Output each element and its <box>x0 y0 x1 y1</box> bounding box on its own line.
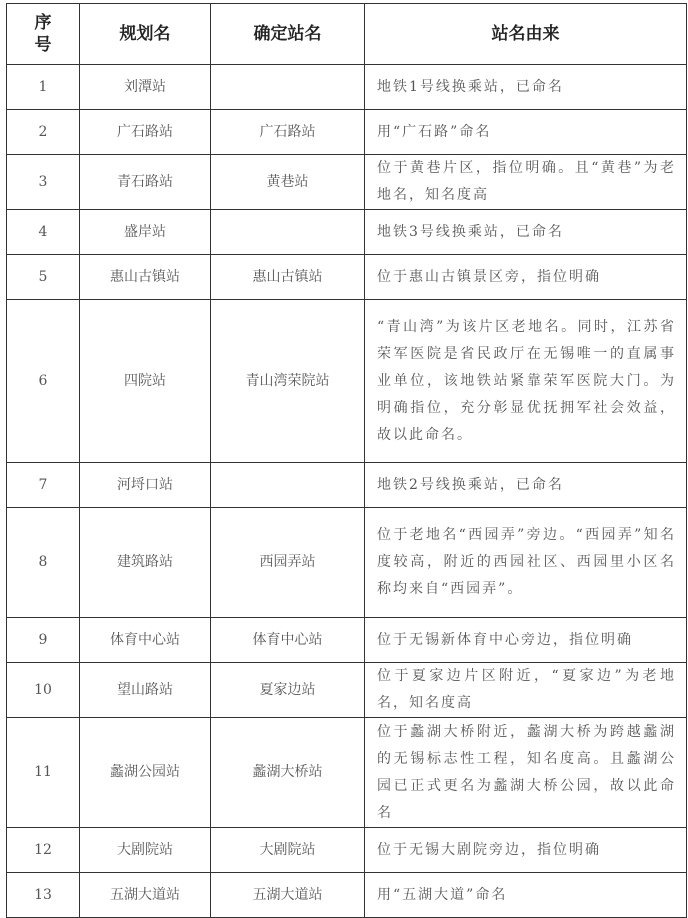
row-planned-name: 盛岸站 <box>80 210 211 255</box>
table-row <box>7 718 687 828</box>
row-confirmed-name <box>211 210 365 255</box>
row-planned-name: 望山路站 <box>80 663 211 718</box>
table-row <box>7 828 687 873</box>
row-confirmed-name: 青山湾荣院站 <box>211 300 365 463</box>
row-origin: 位于惠山古镇景区旁，指位明确 <box>365 255 687 300</box>
table-row <box>7 110 687 155</box>
row-confirmed-name <box>211 463 365 508</box>
header-confirmed-name: 确定站名 <box>211 4 365 65</box>
row-planned-name: 广石路站 <box>80 110 211 155</box>
row-confirmed-name: 五湖大道站 <box>211 873 365 918</box>
row-planned-name: 蠡湖公园站 <box>80 718 211 828</box>
row-index: 7 <box>7 463 80 508</box>
row-index: 8 <box>7 508 80 618</box>
table-header-row <box>7 4 687 65</box>
row-planned-name: 刘潭站 <box>80 65 211 110</box>
row-index: 9 <box>7 618 80 663</box>
row-planned-name: 建筑路站 <box>80 508 211 618</box>
row-index: 10 <box>7 663 80 718</box>
row-origin: 位于黄巷片区，指位明确。且“黄巷”为老地名，知名度高 <box>365 155 687 210</box>
row-planned-name: 青石路站 <box>80 155 211 210</box>
row-origin: 位于蠡湖大桥附近，蠡湖大桥为跨越蠡湖的无锡标志性工程，知名度高。且蠡湖公园已正式更名为蠡湖大桥公园，故以此命名 <box>365 718 687 828</box>
table-row <box>7 463 687 508</box>
header-index <box>7 4 80 65</box>
row-planned-name: 惠山古镇站 <box>80 255 211 300</box>
row-confirmed-name: 西园弄站 <box>211 508 365 618</box>
table-row <box>7 508 687 618</box>
row-confirmed-name: 蠡湖大桥站 <box>211 718 365 828</box>
row-index: 6 <box>7 300 80 463</box>
row-confirmed-name: 大剧院站 <box>211 828 365 873</box>
row-origin: 位于无锡大剧院旁边，指位明确 <box>365 828 687 873</box>
row-confirmed-name: 体育中心站 <box>211 618 365 663</box>
row-origin: 用“广石路”命名 <box>365 110 687 155</box>
row-index: 2 <box>7 110 80 155</box>
row-confirmed-name <box>211 65 365 110</box>
row-confirmed-name: 惠山古镇站 <box>211 255 365 300</box>
table-row <box>7 65 687 110</box>
header-origin: 站名由来 <box>365 4 687 65</box>
row-origin: 位于老地名“西园弄”旁边。“西园弄”知名度较高，附近的西园社区、西园里小区名称均来自“西园弄”。 <box>365 508 687 618</box>
row-index: 3 <box>7 155 80 210</box>
table-row <box>7 155 687 210</box>
table-row <box>7 300 687 463</box>
row-origin: 用“五湖大道”命名 <box>365 873 687 918</box>
table-row <box>7 663 687 718</box>
row-planned-name: 河埒口站 <box>80 463 211 508</box>
row-confirmed-name: 广石路站 <box>211 110 365 155</box>
header-index-line2: 号 <box>34 35 52 55</box>
header-index-line1: 序 <box>34 13 52 33</box>
row-planned-name: 四院站 <box>80 300 211 463</box>
row-origin: 地铁2号线换乘站，已命名 <box>365 463 687 508</box>
row-planned-name: 五湖大道站 <box>80 873 211 918</box>
row-index: 1 <box>7 65 80 110</box>
table-row <box>7 873 687 918</box>
table-row <box>7 618 687 663</box>
row-index: 11 <box>7 718 80 828</box>
header-planned-name: 规划名 <box>80 4 211 65</box>
row-origin: 位于无锡新体育中心旁边，指位明确 <box>365 618 687 663</box>
row-origin: “青山湾”为该片区老地名。同时，江苏省荣军医院是省民政厅在无锡唯一的直属事业单位，该地铁站紧靠荣军医院大门。为明确指位，充分彰显优抚拥军社会效益，故以此命名。 <box>365 300 687 463</box>
row-index: 12 <box>7 828 80 873</box>
station-name-table <box>6 3 687 918</box>
table-row <box>7 210 687 255</box>
row-index: 4 <box>7 210 80 255</box>
row-planned-name: 体育中心站 <box>80 618 211 663</box>
row-confirmed-name: 夏家边站 <box>211 663 365 718</box>
row-origin: 地铁3号线换乘站，已命名 <box>365 210 687 255</box>
row-origin: 位于夏家边片区附近，“夏家边”为老地名，知名度高 <box>365 663 687 718</box>
row-origin: 地铁1号线换乘站，已命名 <box>365 65 687 110</box>
row-index: 5 <box>7 255 80 300</box>
row-confirmed-name: 黄巷站 <box>211 155 365 210</box>
row-planned-name: 大剧院站 <box>80 828 211 873</box>
table-row <box>7 255 687 300</box>
row-index: 13 <box>7 873 80 918</box>
